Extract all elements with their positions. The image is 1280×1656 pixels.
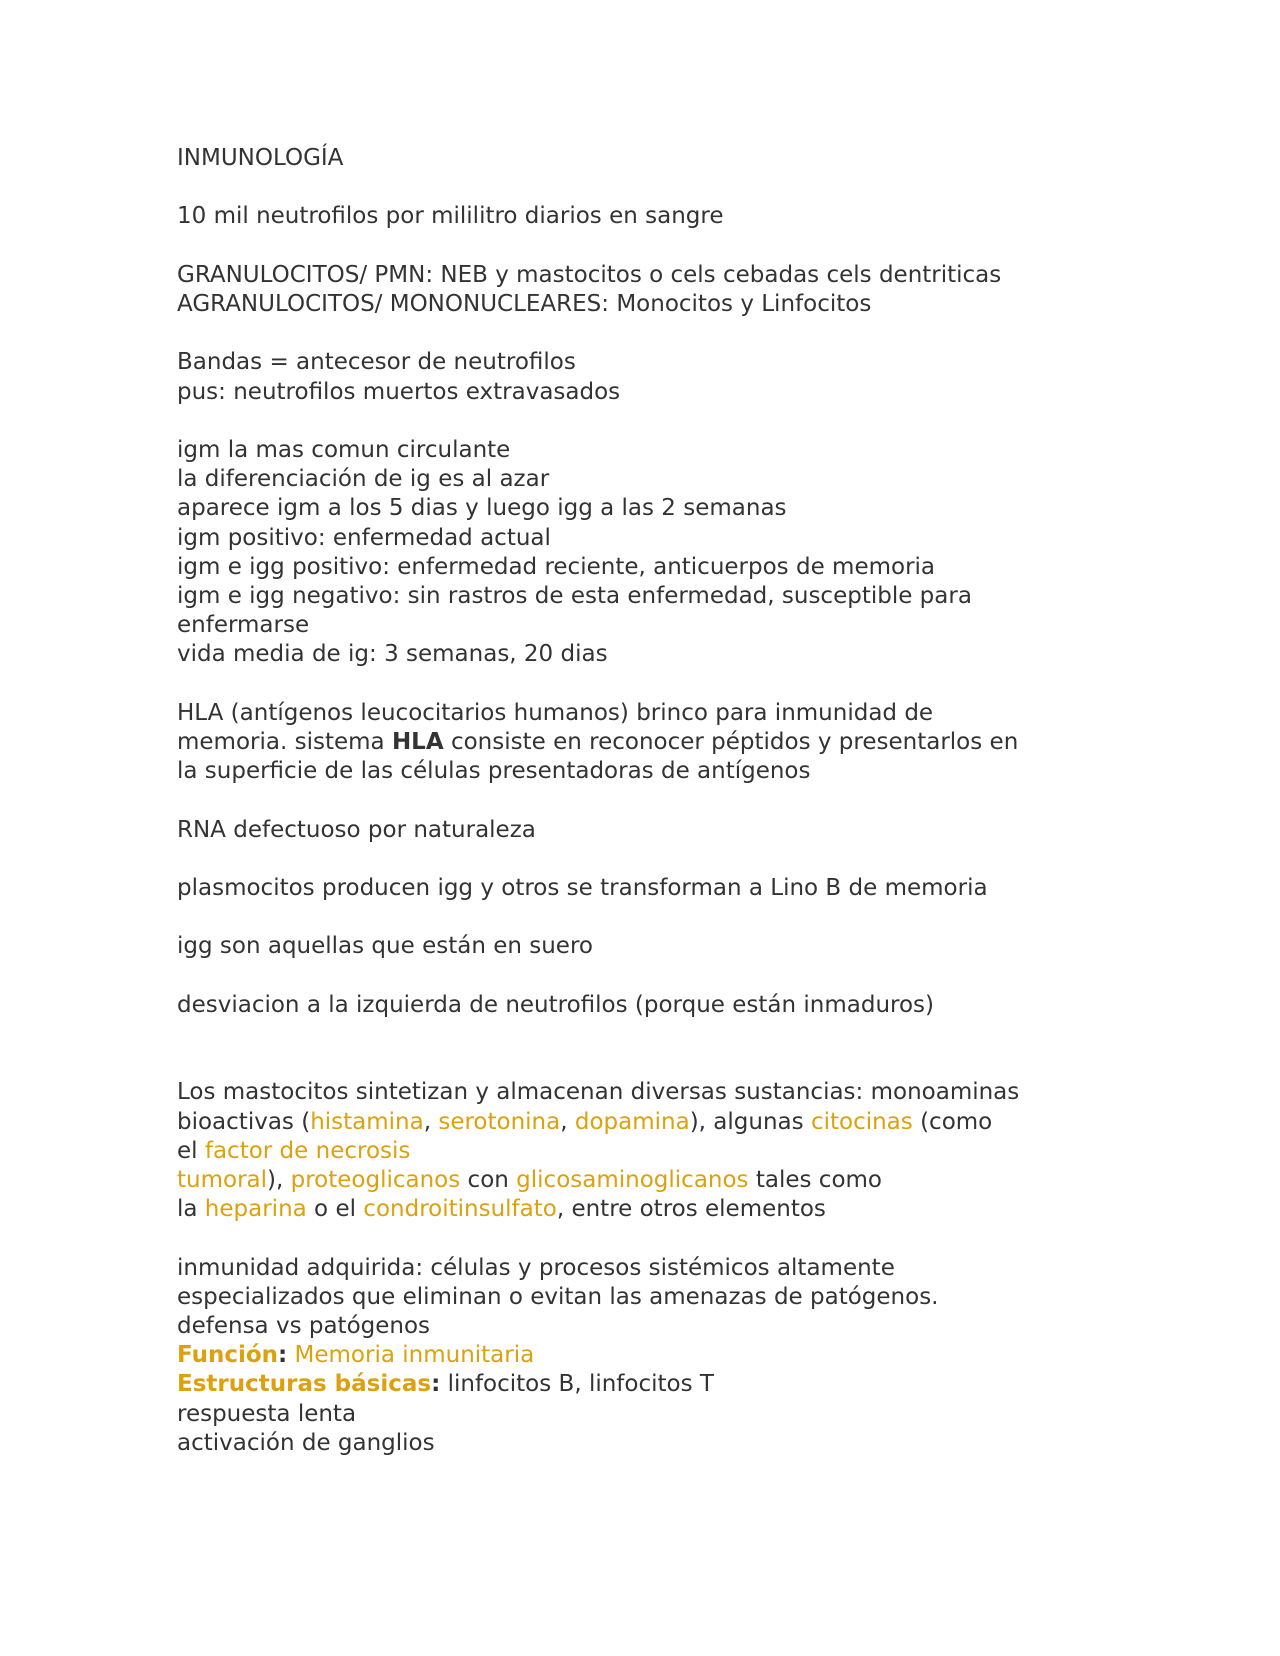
link-proteoglicanos[interactable]: proteoglicanos <box>290 1166 461 1193</box>
igm-line-4: igm positivo: enfermedad actual <box>177 524 551 551</box>
blank-line <box>177 232 1107 261</box>
adquirida-line-3: defensa vs patógenos <box>177 1312 431 1339</box>
estructuras-value: linfocitos B, linfocitos T <box>440 1371 714 1398</box>
agranulocitos-line: AGRANULOCITOS/ MONONUCLEARES: Monocitos y Linfocitos <box>177 290 872 317</box>
colon: : <box>431 1371 441 1398</box>
blank-line <box>177 1020 1107 1078</box>
link-dopamina[interactable]: dopamina <box>574 1108 690 1135</box>
link-glicosaminoglicanos[interactable]: glicosaminoglicanos <box>516 1166 749 1193</box>
mast-text: o el <box>306 1196 364 1223</box>
estructuras-line <box>177 1370 1107 1399</box>
mast-text: bioactivas ( <box>177 1108 311 1135</box>
respuesta-line: respuesta lenta <box>177 1400 357 1427</box>
blank-line <box>177 407 1107 436</box>
link-factor-de-necrosis[interactable]: factor de necrosis <box>204 1137 411 1164</box>
blank-line <box>177 319 1107 348</box>
granulocitos-line: GRANULOCITOS/ PMN: NEB y mastocitos o cels cebadas cels dentriticas <box>177 261 1002 288</box>
link-citocinas[interactable]: citocinas <box>810 1108 913 1135</box>
link-tumoral[interactable]: tumoral <box>177 1166 268 1193</box>
link-histamina[interactable]: histamina <box>310 1108 424 1135</box>
igm-line-3: aparece igm a los 5 dias y luego igg a las 2 semanas <box>177 495 787 522</box>
desviacion-line: desviacion a la izquierda de neutrofilos (porque están inmaduros) <box>177 991 935 1018</box>
igm-line-2: la diferenciación de ig es al azar <box>177 466 550 493</box>
hla-line-1: HLA (antígenos leucocitarios humanos) brinco para inmunidad de <box>177 699 934 726</box>
mast-text: ), <box>267 1166 291 1193</box>
mast-text: ), algunas <box>689 1108 811 1135</box>
activacion-line: activación de ganglios <box>177 1429 435 1456</box>
blank-line <box>177 786 1107 815</box>
hla-line-3: la superficie de las células presentadoras de antígenos <box>177 758 811 785</box>
blank-line <box>177 670 1107 699</box>
igm-line-8: vida media de ig: 3 semanas, 20 dias <box>177 641 608 668</box>
estructuras-label: Estructuras básicas <box>177 1371 432 1398</box>
mast-text: el <box>177 1137 205 1164</box>
mast-text: , <box>560 1108 575 1135</box>
hla-text: consiste en reconocer péptidos y presentarlos en <box>443 728 1019 755</box>
igm-line-5: igm e igg positivo: enfermedad reciente, anticuerpos de memoria <box>177 553 936 580</box>
hla-text: memoria. sistema <box>177 728 392 755</box>
mast-text: , <box>423 1108 439 1135</box>
document-title: INMUNOLOGÍA <box>177 145 344 171</box>
blank-line <box>177 962 1107 991</box>
blank-line <box>177 173 1107 202</box>
rna-line: RNA defectuoso por naturaleza <box>177 816 536 843</box>
mast-text: la <box>177 1196 205 1223</box>
hla-bold: HLA <box>391 728 444 755</box>
funcion-line <box>177 1341 1107 1370</box>
paragraph-neutrofilos: 10 mil neutrofilos por mililitro diarios en sangre <box>177 203 724 230</box>
funcion-label: Función <box>177 1342 279 1369</box>
funcion-value[interactable]: Memoria inmunitaria <box>287 1342 535 1369</box>
hla-line-2 <box>177 728 1107 757</box>
mast-text: con <box>460 1166 517 1193</box>
blank-line <box>177 845 1107 874</box>
mastocitos-line-1: Los mastocitos sintetizan y almacenan diversas sustancias: monoaminas <box>177 1079 1020 1106</box>
blank-line <box>177 903 1107 932</box>
adquirida-line-2: especializados que eliminan o evitan las amenazas de patógenos. <box>177 1283 939 1310</box>
adquirida-line-1: inmunidad adquirida: células y procesos sistémicos altamente <box>177 1254 895 1281</box>
mastocitos-line-3 <box>177 1137 1107 1166</box>
plasmocitos-line: plasmocitos producen igg y otros se transforman a Lino B de memoria <box>177 874 988 901</box>
colon: : <box>278 1342 288 1369</box>
mastocitos-line-4 <box>177 1166 1107 1195</box>
blank-line <box>177 1224 1107 1253</box>
igm-line-1: igm la mas comun circulante <box>177 436 511 463</box>
mastocitos-line-5 <box>177 1195 1107 1224</box>
mast-text: tales como <box>748 1166 882 1193</box>
document-page <box>177 144 1107 1458</box>
link-serotonina[interactable]: serotonina <box>438 1108 561 1135</box>
igg-suero-line: igg son aquellas que están en suero <box>177 933 593 960</box>
mastocitos-line-2 <box>177 1108 1107 1137</box>
link-heparina[interactable]: heparina <box>204 1196 307 1223</box>
bandas-line: Bandas = antecesor de neutrofilos <box>177 349 576 376</box>
igm-line-7: enfermarse <box>177 612 310 639</box>
pus-line: pus: neutrofilos muertos extravasados <box>177 378 621 405</box>
mast-text: , entre otros elementos <box>556 1196 826 1223</box>
igm-line-6: igm e igg negativo: sin rastros de esta enfermedad, susceptible para <box>177 582 972 609</box>
link-condroitinsulfato[interactable]: condroitinsulfato <box>363 1196 557 1223</box>
mast-text: (como <box>912 1108 993 1135</box>
